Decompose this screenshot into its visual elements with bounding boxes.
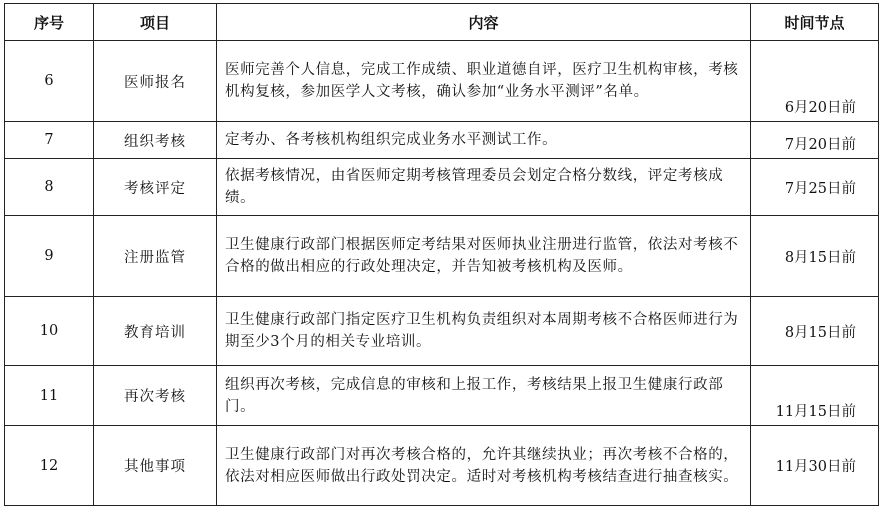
row-content: 卫生健康行政部门对再次考核合格的，允许其继续执业；再次考核不合格的，依法对相应医师做出行政处罚决定。适时对考核机构考核结查进行抽查核实。 [217, 426, 751, 506]
row-deadline: 7月20日前 [751, 122, 879, 159]
row-content: 医师完善个人信息，完成工作成绩、职业道德自评，医疗卫生机构审核，考核机构复核，参加医学人文考核，确认参加“业务水平测评”名单。 [217, 41, 751, 122]
row-item: 考核评定 [94, 159, 217, 216]
header-item: 项目 [94, 4, 217, 41]
row-item: 其他事项 [94, 426, 217, 506]
schedule-table [4, 3, 879, 506]
row-number: 7 [5, 122, 94, 159]
row-number: 9 [5, 216, 94, 297]
row-number: 12 [5, 426, 94, 506]
row-item: 再次考核 [94, 366, 217, 426]
table-row [5, 297, 879, 366]
row-content: 依据考核情况，由省医师定期考核管理委员会划定合格分数线，评定考核成绩。 [217, 159, 751, 216]
table-header-row [5, 4, 879, 41]
table-row [5, 159, 879, 216]
table-row [5, 41, 879, 122]
row-item: 教育培训 [94, 297, 217, 366]
table-row [5, 426, 879, 506]
row-number: 8 [5, 159, 94, 216]
header-deadline: 时间节点 [751, 4, 879, 41]
row-deadline: 7月25日前 [751, 159, 879, 216]
row-content: 卫生健康行政部门指定医疗卫生机构负责组织对本周期考核不合格医师进行为期至少3个月的相关专业培训。 [217, 297, 751, 366]
row-content: 组织再次考核，完成信息的审核和上报工作，考核结果上报卫生健康行政部门。 [217, 366, 751, 426]
table-row [5, 216, 879, 297]
row-item: 注册监管 [94, 216, 217, 297]
row-deadline: 11月15日前 [751, 366, 879, 426]
row-item: 医师报名 [94, 41, 217, 122]
row-number: 11 [5, 366, 94, 426]
row-item: 组织考核 [94, 122, 217, 159]
table-row [5, 366, 879, 426]
row-content: 定考办、各考核机构组织完成业务水平测试工作。 [217, 122, 751, 159]
header-no: 序号 [5, 4, 94, 41]
row-content: 卫生健康行政部门根据医师定考结果对医师执业注册进行监管，依法对考核不合格的做出相应的行政处理决定，并告知被考核机构及医师。 [217, 216, 751, 297]
row-deadline: 8月15日前 [751, 297, 879, 366]
row-number: 6 [5, 41, 94, 122]
row-deadline: 8月15日前 [751, 216, 879, 297]
row-deadline: 6月20日前 [751, 41, 879, 122]
header-content: 内容 [217, 4, 751, 41]
row-deadline: 11月30日前 [751, 426, 879, 506]
row-number: 10 [5, 297, 94, 366]
table-row [5, 122, 879, 159]
